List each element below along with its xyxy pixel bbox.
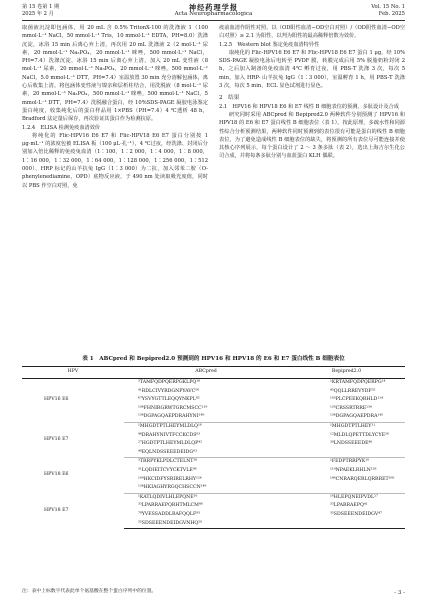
header-center: [22, 4, 405, 18]
bepipred-epitope-cell: ¹KRTAMFQDPQERPG¹⁴: [330, 380, 386, 385]
bepipred-epitope-cell: ¹³⁴DGPAGQAEPDRA¹⁴⁵: [288, 413, 405, 422]
paragraph: 研究同时采用 ABCpred 和 Bepipred2.0 两种软件分别预测了 HPV16 和 HPV18 的 E6 和 E7 蛋白线性 B 细胞表位（表 1）。按此原理，多疏水性和同源性综合分析预测结果，两种软件同时预测到的表位很有可能是蛋白的线性 B 细胞表位，为了避免造成线性 B 细胞表位的缺失，将预测的所有表位尽可能连接并使其核心序列展示，每个蛋白设计了 2 ～ 3 条多肽（表 2），选出上海吉尔生化公司合成，并将每条多肽分别与血蓝蛋白 KLH 偶联。: [219, 111, 405, 160]
hpv-protein-cell: HPV18 E7: [44, 507, 69, 513]
abcpred-epitope-cell: ⁶⁷YSVYGTTLEQQYNKPL⁸²: [138, 397, 200, 403]
header-rule: [22, 20, 405, 21]
abcpred-epitope-cell: ¹³⁴DGPAGQAEPDRAHYNI¹⁴⁹: [124, 413, 288, 422]
date-cn: 2025 年 2 月: [22, 11, 54, 17]
journal-title-cn: 神经药理学报: [188, 3, 239, 12]
abcpred-epitope-cell: ³¹LQDIEITCVYCKTVLE⁴⁶: [138, 467, 197, 473]
section-heading-1-2-5: 1.2.5 Western blot 鉴定免疫血清特异性: [219, 41, 320, 48]
abcpred-epitope-cell: ³TRRPYKLPDLCTELNT¹⁸: [138, 459, 198, 465]
paragraph: 取菌液沉淀即包涵体，用 20 mL 含 0.5% TritonX-100 的洗涤液 1（100 mmol·L⁻¹ NaCl，50 mmol·L⁻¹ Tris，10 mmol·L⁻¹ EDTA，PH=8.0）洗涤沉淀，冰浴 15 min 后离心弃上清，再次用 20 mL 洗涤液 2（2 mol·L⁻¹ 尿素，20 mmol·L⁻¹ Na₃PO₄，20 mmol·L⁻¹ 咪唑，500 mmol·L⁻¹ NaCl，PH=7.4）洗涤沉淀，冰浴 15 min 后离心弃上清，加入 20 mL 变性液（8 mol·L⁻¹ 尿素，20 mmol·L⁻¹ Na₃PO₄，20 mmol·L⁻¹ 咪唑，500 mmol·L⁻¹ NaCl，5.0 mmol·L⁻¹ DTT，PH=7.4）室温放置 30 min 充分溶解包涵体，离心后收集上清。将包涵体变性液与镍亲和层析柱结合，用洗脱液（8 mol·L⁻¹ 尿素，20 mmol·L⁻¹ Na₃PO₄，500 mmol·L⁻¹ 咪唑，500 mmol·L⁻¹ NaCl，5 mmol·L⁻¹ DTT，PH=7.4）洗脱融合蛋白，经 10%SDS-PAGE 凝胶电泳鉴定蛋白纯度，收集纯化后的蛋白样品用 1×PBS（PH=7.4）4 ℃透析 48 h，Bradford 法定量后保存，再次验证其蛋白作为检测抗原。: [22, 25, 208, 123]
bepipred-epitope-cell: ³⁰LNDSSEEEDE⁴⁰: [330, 441, 373, 447]
hpv-protein-cell: HPV16 E6: [44, 397, 69, 403]
abcpred-epitope-cell: ⁷⁸YVESSADDLRAFQQLF⁹³: [138, 511, 200, 517]
section-heading-2: 2 结果: [219, 95, 240, 102]
table-row: [22, 493, 405, 502]
table-footnote: 注：表中上标数字代表此单个氨基酸在整个蛋白序列中的位置。: [22, 589, 157, 594]
abcpred-epitope-cell: ²⁷HGDTPTLHEYMLDLQP⁴²: [138, 441, 203, 447]
abcpred-epitope-cell: ³TAMFQDPQERPGKLPQ¹⁸: [138, 380, 201, 385]
section-heading-1-2-4: 1.2.4 ELISA 检测免疫血清效价: [22, 124, 101, 131]
column-header-abcpred: ABCpred: [124, 367, 288, 379]
right-column: [219, 24, 405, 161]
abcpred-epitope-cell: ³³LPARRAEPQRHTMLCM⁴⁸: [138, 503, 203, 509]
volume-issue-cn: 第 15 卷第 1 期: [22, 4, 60, 10]
hpv-protein-cell: HPV18 E6: [44, 472, 69, 478]
date-en: Feb. 2025: [378, 11, 405, 17]
abcpred-epitope-cell: ³⁵SDSEEENDEIDGVNHQ⁵⁰: [124, 520, 288, 529]
abcpred-epitope-cell: ¹MHGDTPTLHEYMLDLQ¹⁶: [138, 423, 202, 429]
bepipred-epitope-cell: [288, 449, 405, 458]
table-row: [22, 379, 405, 388]
column-header-bepipred: Bepipred2.0: [288, 367, 405, 379]
bepipred-epitope-cell: [288, 484, 405, 493]
section-heading-2-1: 2.1 HPV16 和 HPV18 E6 和 E7 线性 B 细胞表位的预测、多肽设计及合成: [219, 103, 399, 110]
header-right: [371, 4, 405, 18]
journal-title-en: Acta Neuropharmacologica: [174, 11, 253, 17]
bepipred-epitope-cell: ³⁵SDSEEENDEIDGV⁴⁷: [330, 511, 382, 517]
bepipred-epitope-cell: ¹MHGDTPTLHEY¹¹: [330, 423, 376, 429]
bepipred-epitope-cell: ¹⁴⁶CNRARQERLQRRRET¹⁶⁰: [330, 476, 395, 482]
table-row: [22, 422, 405, 431]
bepipred-epitope-cell: [288, 520, 405, 529]
running-header: [22, 4, 405, 24]
bepipred-epitope-cell: ¹¹⁹NPAEKLRHLN¹²⁸: [330, 467, 377, 473]
epitope-table: [22, 366, 405, 529]
hpv-protein-cell: HPV16 E7: [44, 436, 69, 442]
page-number: - 3 -: [394, 590, 405, 596]
abcpred-epitope-cell: ⁴¹RDLCIVYRDGNPYAVC⁵⁶: [138, 388, 199, 394]
left-column: [22, 24, 208, 190]
abcpred-epitope-cell: ¹⁰⁹HKCIDFYSRIRELRHY¹²⁴: [138, 476, 202, 482]
abcpred-epitope-cell: ⁴⁸EQLNDSSEEEDEIDG⁶³: [124, 449, 288, 458]
paragraph: 将纯化的 Flic-HPV16 E6 E7 和 Flic-HPV18 E6 E7 蛋白分别按 1 μg·mL⁻¹ 的浓度包被 ELISA 板（100 μL·孔⁻¹），4 ℃过夜，经洗涤、封闭后分别加入倍比稀释的免疫兔血清（1∶100，1∶2 000，1∶4 000，1∶8 000，1∶16 000，1∶32 000，1∶64 000，1∶128 000，1∶256 000，1∶512 000），HRP 标记的山羊抗兔 IgG（1∶3 000）为二抗，加入邻苯二胺（O-phenylenediamine，OPD）底物反应液，于 490 nm 处读取吸光度值，同时以 PBS 作空白对照，免: [22, 132, 208, 189]
bepipred-epitope-cell: ¹²⁶CRSSRTRRE¹³⁴: [330, 405, 372, 411]
abcpred-epitope-cell: ¹³⁴HKIAGHYRGQCHSCCN¹⁴⁹: [124, 484, 288, 493]
bepipred-epitope-cell: ¹FEDPTRRPYK¹⁰: [330, 459, 370, 465]
bepipred-epitope-cell: ¹⁶HLEPQNEIPVDL²⁷: [330, 494, 378, 500]
table-row: [22, 458, 405, 467]
paragraph: 疫前血清作阴性对照。以（OD阳性血清−OD空白对照）/（OD阴性血清−OD空白对照）≥ 2.1 为阳性，以判为阳性的最高稀释倍数为效价。: [219, 25, 405, 40]
abcpred-epitope-cell: ⁴⁸DRAHYNIVTFCCKCDS⁶³: [138, 432, 201, 438]
abcpred-epitope-cell: ¹⁰⁴FHNIRGRWTGRCMSCC¹¹⁹: [138, 405, 208, 411]
table-header-row: [22, 367, 405, 379]
bepipred-epitope-cell: ¹²MLDLQPETTDLYCYE²⁶: [330, 432, 389, 438]
abcpred-epitope-cell: ¹KATLQDIVLHLEPQNE¹⁶: [138, 494, 198, 500]
column-header-hpv: HPV: [22, 367, 124, 379]
volume-issue-en: Vol. 15 No. 1: [371, 4, 405, 10]
bepipred-epitope-cell: ³³LPARRAEPQ⁴¹: [330, 503, 368, 509]
paragraph: 取纯化的 Flic-HPV16 E6 E7 和 Flic-HPV18 E6 E7 蛋白 1 μg，经 10% SDS-PAGE 凝胶电泳后电转至 PVDF 膜，转膜完成后用 5% 脱脂奶粉封闭 2 h，之后加入制备的免疫血清 4℃ 孵育过夜，用 PBS-T 洗涤 3 次，每次 5 min，加入 HRP- 山羊抗兔 IgG（1∶3 000），室温孵育 1 h，用 PBS-T 洗涤 3 次，每次 5 min，ECL 显色试剂进行显色。: [219, 49, 405, 90]
bepipred-epitope-cell: ¹⁰³PLCPEEKQRHLD¹¹⁴: [330, 397, 383, 403]
bepipred-epitope-cell: ⁴⁵QQLLRREVYDF⁵⁵: [330, 388, 376, 394]
table-caption: 表 1 ABCpred 和 Bepipred2.0 预测到的 HPV16 和 HPV18 的 E6 和 E7 蛋白线性 B 细胞表位: [82, 356, 345, 362]
